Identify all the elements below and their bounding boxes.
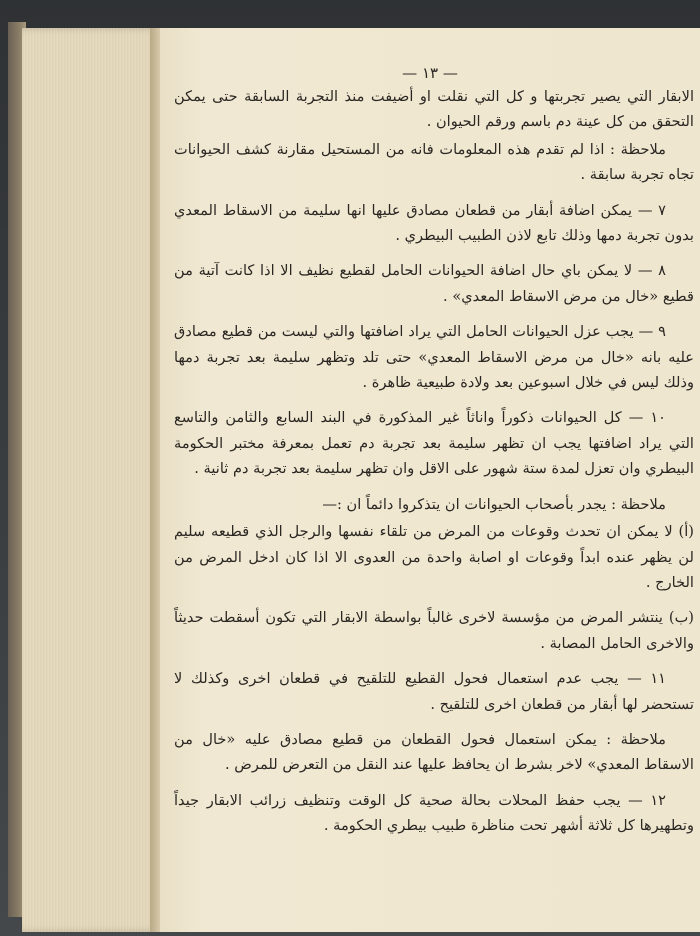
- book-page: [160, 28, 700, 932]
- page-number: — ١٣ —: [402, 64, 458, 82]
- page-edges: [22, 28, 162, 932]
- clause-7: ٧ — يمكن اضافة أبقار من قطعان مصادق عليها انها سليمة من الاسقاط المعدي بدون تجربة دمها وذلك تابع لاذن الطبيب البيطري .: [174, 201, 694, 245]
- clause-8: ٨ — لا يمكن باي حال اضافة الحيوانات الحامل لقطيع نظيف الا اذا كانت آتية من قطيع «خال من مرض الاسقاط المعدي» .: [174, 262, 694, 305]
- clause-12: ١٢ — يجب حفظ المحلات بحالة صحية كل الوقت وتنظيف زرائب الابقار جيداً وتطهيرها كل ثلاثة أشهر تحت مناظرة طبيب بيطري الحكومة .: [174, 791, 694, 835]
- note-bulls: ملاحظة : يمكن استعمال فحول القطعان من قطيع مصادق عليه «خال من الاسقاط المعدي» لاخر بشرط ان يحافظ عليها عند النقل من التعرض للمرض .: [174, 730, 694, 774]
- clause-9: ٩ — يجب عزل الحيوانات الحامل التي يراد اضافتها والتي ليست من قطيع مصادق عليه بانه «خال من مرض الاسقاط المعدي» حتى تلد وتظهر سليمة بعد تجربة دمها وذلك ليس في خلال اسبوعين بعد ولادة طبيعية ظاهرة .: [174, 323, 694, 392]
- page-body: [174, 84, 694, 849]
- clause-11: ١١ — يجب عدم استعمال فحول القطيع للتلقيح في قطعان اخرى وكذلك لا تستحضر لها أبقار من قطعان اخرى للتلقيح .: [174, 670, 694, 713]
- note-comparison: ملاحظة : اذا لم تقدم هذه المعلومات فانه من المستحيل مقارنة كشف الحيوانات تجاه تجربة سابقة .: [174, 140, 694, 184]
- paragraph-continuation: الابقار التي يصير تجربتها و كل التي نقلت او أضيفت منذ التجربة السابقة حتى يمكن التحقق من كل عينة دم باسم ورقم الحيوان .: [174, 88, 694, 131]
- note-item-b: (ب) ينتشر المرض من مؤسسة لاخرى غالباً بواسطة الابقار التي تكون أسقطت حديثاً والاخرى الحامل المصابة .: [174, 609, 694, 652]
- clause-10: ١٠ — كل الحيوانات ذكوراً واناثاً غير المذكورة في البند السابع والثامن والتاسع التي يراد اضافتها يجب ان تظهر سليمة بعد تجربة دم تعمل بمعرفة مختبر الحكومة البيطري وان تعزل لمدة ستة شهور على الاقل وان تظهر سليمة بعد تجربة دم ثانية .: [174, 409, 694, 478]
- note-item-a: (أ) لا يمكن ان تحدث وقوعات من المرض من تلقاء نفسها والرجل الذي قطيعه سليم لن يظهر عنده ابداً وقوعات او اصابة واحدة من العدوى الا اذا كان ادخل المرض من الخارج .: [174, 523, 694, 591]
- note-owners: ملاحظة : يجدر بأصحاب الحيوانات ان يتذكروا دائماً ان :—: [322, 495, 666, 513]
